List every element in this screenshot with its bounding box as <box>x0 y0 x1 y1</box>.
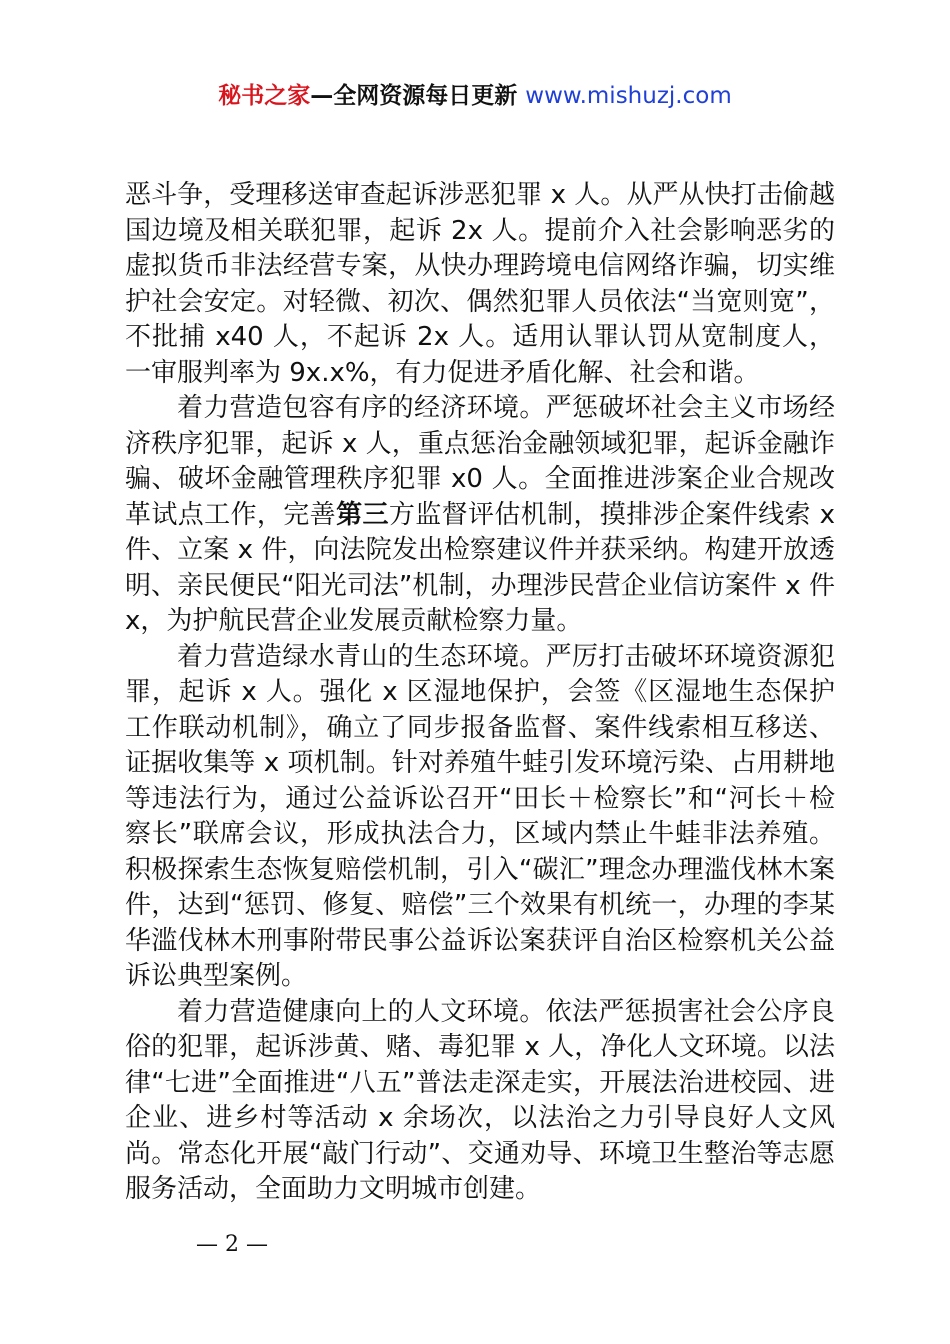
site-url-link[interactable]: www.mishuzj.com <box>525 83 732 109</box>
site-header <box>0 80 950 112</box>
page-number: — 2 — <box>196 1232 268 1257</box>
site-brand: 秘书之家 <box>218 83 311 109</box>
paragraph-2-bold-text: 第三 <box>336 499 389 530</box>
paragraph-2 <box>125 391 835 640</box>
paragraph-2-text-after: 方监督评估机制，摸排涉企案件线索 x 件、立案 x 件，向法院发出检察建议件并获采纳。构建开放透明、亲民便民“阳光司法”机制，办理涉民营企业信访案件 x 件 x，为护航民营企业发展贡献检察力量。 <box>125 499 835 636</box>
document-body <box>125 178 835 1208</box>
paragraph-1: 恶斗争，受理移送审查起诉涉恶犯罪 x 人。从严从快打击偷越国边境及相关联犯罪，起诉 2x 人。提前介入社会影响恶劣的虚拟货币非法经营专案，从快办理跨境电信网络诈骗，切实维护社会安定。对轻微、初次、偶然犯罪人员依法“当宽则宽”，不批捕 x40 人，不起诉 2x 人。适用认罪认罚从宽制度人，一审服判率为 9x.x%，有力促进矛盾化解、社会和谐。 <box>125 180 835 388</box>
paragraph-3: 着力营造绿水青山的生态环境。严厉打击破坏环境资源犯罪，起诉 x 人。强化 x 区湿地保护，会签《区湿地生态保护工作联动机制》，确立了同步报备监督、案件线索相互移送、证据收集等 x 项机制。针对养殖牛蛙引发环境污染、占用耕地等违法行为，通过公益诉讼召开“田长＋检察长”和“河长＋检察长”联席会议，形成执法合力，区域内禁止牛蛙非法养殖。积极探索生态恢复赔偿机制，引入“碳汇”理念办理滥伐林木案件，达到“惩罚、修复、赔偿”三个效果有机统一，办理的李某华滥伐林木刑事附带民事公益诉讼案获评自治区检察机关公益诉讼典型案例。 <box>125 641 835 991</box>
paragraph-4: 着力营造健康向上的人文环境。依法严惩损害社会公序良俗的犯罪，起诉涉黄、赌、毒犯罪 x 人，净化人文环境。以法律“七进”全面推进“八五”普法走深走实，开展法治进校园、进企业、进乡村等活动 x 余场次，以法治之力引导良好人文风尚。常态化开展“敲门行动”、交通劝导、环境卫生整治等志愿服务活动，全面助力文明城市创建。 <box>125 996 835 1204</box>
paragraph-2-text-before: 着力营造包容有序的经济环境。严惩破坏社会主义市场经济秩序犯罪，起诉 x 人，重点惩治金融领域犯罪，起诉金融诈骗、破坏金融管理秩序犯罪 x0 人。全面推进涉案企业合规改革试点工作，完善 <box>125 393 835 530</box>
site-tagline: —全网资源每日更新 <box>310 83 526 109</box>
